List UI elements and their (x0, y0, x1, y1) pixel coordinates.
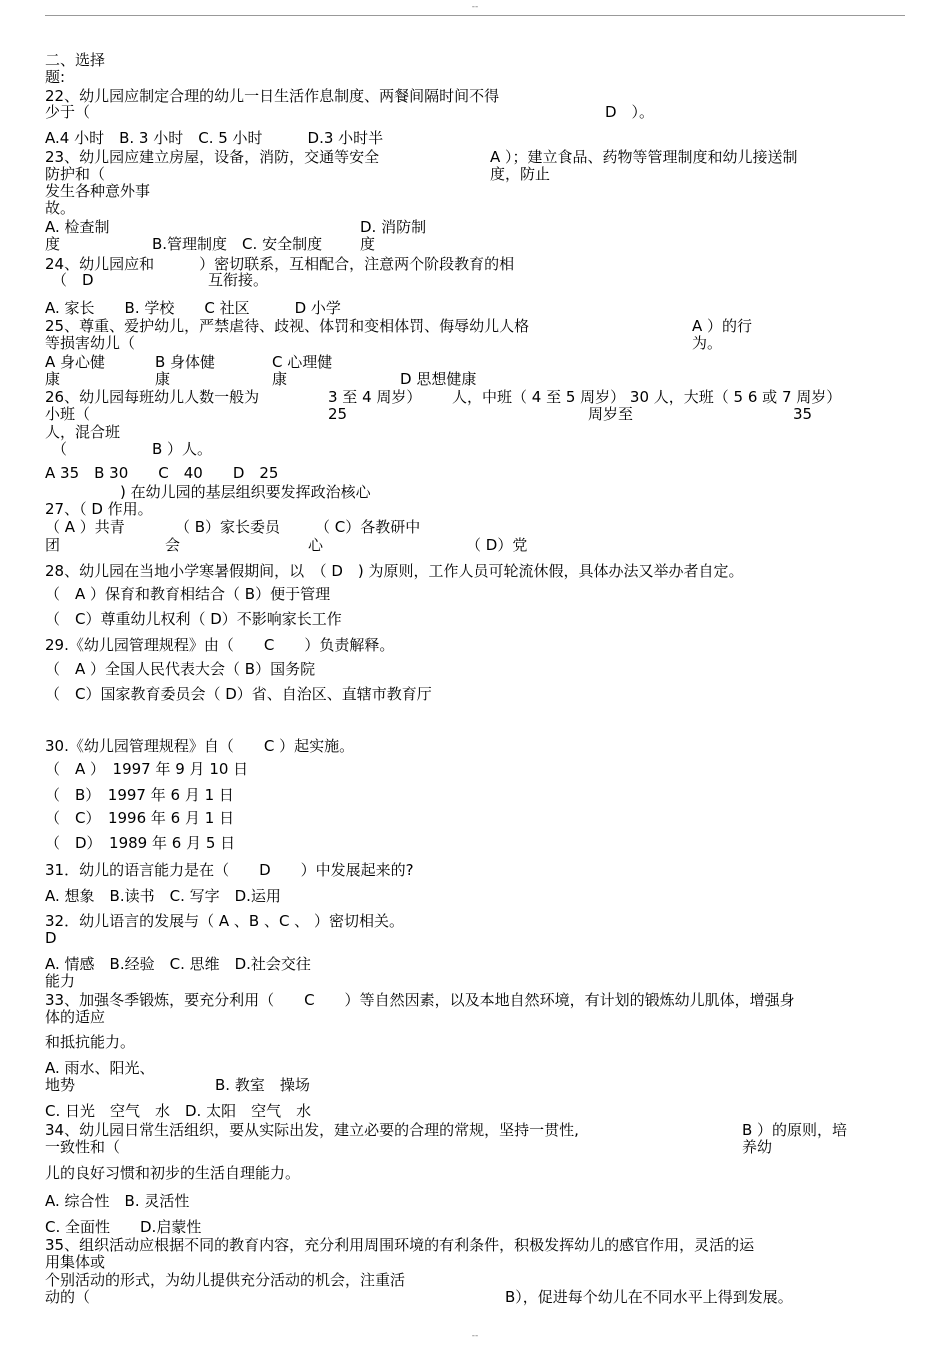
text-line: ) 在幼儿园的基层组织要发挥政治核心 (120, 483, 371, 501)
text-line: C. 日光 空气 水 D. 太阳 空气 水 (45, 1102, 312, 1120)
text-line: A. 综合性 B. 灵活性 (45, 1192, 190, 1210)
text-line: 发生各种意外事 (45, 182, 151, 200)
text-line: C. 全面性 D.启蒙性 (45, 1218, 202, 1236)
text-line: （ B）家长委员 (175, 518, 281, 536)
text-line: 互衔接。 (208, 271, 269, 289)
text-line: 34、幼儿园日常生活组织，要从实际出发，建立必要的合理的常规，坚持一贯性, (45, 1121, 579, 1139)
text-line: A 身心健 (45, 353, 106, 371)
text-line: 31．幼儿的语言能力是在（ D ）中发展起来的? (45, 861, 414, 879)
text-line: B），促进每个幼儿在不同水平上得到发展。 (505, 1288, 793, 1306)
text-line: 小班（ (45, 405, 91, 423)
text-line: 3 至 4 周岁） (328, 388, 422, 406)
header-rule (45, 15, 905, 16)
text-line: 个别活动的形式，为幼儿提供充分活动的机会，注重活 (45, 1271, 406, 1289)
text-line: 25 (328, 405, 348, 423)
text-line: D (45, 929, 57, 947)
text-line: 25、尊重、爱护幼儿，严禁虐待、歧视、体罚和变相体罚、侮辱幼儿人格 (45, 317, 530, 335)
text-line: 为。 (692, 334, 723, 352)
text-line: 地势 (45, 1076, 76, 1094)
text-line: 30.《幼儿园管理规程》自（ C ）起实施。 (45, 737, 355, 755)
text-line: 和抵抗能力。 (45, 1033, 136, 1051)
text-line: A 35 B 30 C 40 D 25 (45, 464, 279, 482)
text-line: 二、选择 (45, 51, 106, 69)
text-line: A. 检查制 (45, 218, 110, 236)
text-line: 33、加强冬季锻炼，要充分利用（ C ）等自然因素，以及本地自然环境，有计划的锻炼幼儿肌体，增强身 (45, 991, 795, 1009)
text-line: 度，防止 (490, 165, 551, 183)
text-line: A ）；建立食品、药物等管理制度和幼儿接送制 (490, 148, 798, 166)
text-line: （ A ）全国人民代表大会（ B）国务院 (45, 660, 316, 678)
text-line: 用集体或 (45, 1253, 106, 1271)
text-line: 康 (45, 370, 61, 388)
text-line: 少于（ (45, 103, 91, 121)
text-line: A. 情感 B.经验 C. 思维 D.社会交往 (45, 955, 311, 973)
text-line: 能力 (45, 972, 76, 990)
text-line: B ）的原则，培 (742, 1121, 848, 1139)
text-line: A. 雨水、阳光、 (45, 1059, 155, 1077)
text-line: 养幼 (742, 1138, 773, 1156)
text-line: A. 家长 B. 学校 C 社区 D 小学 (45, 299, 341, 317)
text-line: 度 (45, 235, 61, 253)
text-line: （ C）国家教育委员会（ D）省、自治区、直辖市教育厅 (45, 685, 432, 703)
text-line: D ）。 (605, 103, 655, 121)
text-line: B.管理制度 C. 安全制度 (152, 235, 323, 253)
text-line: 26、幼儿园每班幼儿人数一般为 (45, 388, 260, 406)
text-line: 32．幼儿语言的发展与（ A 、B 、C 、 ）密切相关。 (45, 912, 404, 930)
text-line: 等损害幼儿（ (45, 334, 136, 352)
text-line: 康 (155, 370, 171, 388)
text-line: 康 (272, 370, 288, 388)
text-line: （ C） 1996 年 6 月 1 日 (45, 809, 235, 827)
text-line: 人，中班（ 4 至 5 周岁） 30 人，大班（ 5 6 或 7 周岁） (452, 388, 842, 406)
text-line: 会 (165, 536, 181, 554)
text-line: （ C）尊重幼儿权利（ D）不影响家长工作 (45, 610, 342, 628)
text-line: 心 (308, 536, 324, 554)
text-line: （ D (52, 271, 94, 289)
text-line: 动的（ (45, 1288, 91, 1306)
text-line: （ A ） 1997 年 9 月 10 日 (45, 760, 249, 778)
text-line: 23、幼儿园应建立房屋，设备，消防，交通等安全 (45, 148, 380, 166)
text-line: 团 (45, 536, 61, 554)
text-line: （ A ）共青 (45, 518, 125, 536)
text-line: C 心理健 (272, 353, 333, 371)
text-line: 35 (793, 405, 813, 423)
text-line: 人，混合班 (45, 423, 121, 441)
text-line: （ A ）保育和教育相结合（ B）便于管理 (45, 585, 331, 603)
text-line: 24、幼儿园应和 ）密切联系，互相配合，注意两个阶段教育的相 (45, 255, 515, 273)
page-header-mark: -- (471, 2, 479, 12)
text-line: （ (52, 440, 68, 458)
text-line: （ B） 1997 年 6 月 1 日 (45, 786, 234, 804)
text-line: （ C）各教研中 (315, 518, 421, 536)
text-line: 体的适应 (45, 1008, 106, 1026)
text-line: 度 (360, 235, 376, 253)
text-line: A. 想象 B.读书 C. 写字 D.运用 (45, 887, 281, 905)
text-line: 防护和（ (45, 165, 106, 183)
text-line: D 思想健康 (400, 370, 477, 388)
text-line: B ）人。 (152, 440, 213, 458)
text-line: D. 消防制 (360, 218, 427, 236)
text-line: （ D） 1989 年 6 月 5 日 (45, 834, 236, 852)
text-line: 周岁至 (588, 405, 634, 423)
text-line: 35、组织活动应根据不同的教育内容，充分利用周围环境的有利条件，积极发挥幼儿的感官作用，灵活的运 (45, 1236, 755, 1254)
text-line: 一致性和（ (45, 1138, 121, 1156)
text-line: 28、幼儿园在当地小学寒暑假期间，以 （ D ) 为原则，工作人员可轮流休假，具体办法又举办者自定。 (45, 562, 744, 580)
text-line: B 身体健 (155, 353, 216, 371)
text-line: A.4 小时 B. 3 小时 C. 5 小时 D.3 小时半 (45, 129, 384, 147)
text-line: B. 教室 操场 (215, 1076, 310, 1094)
text-line: 题: (45, 68, 66, 86)
text-line: 22、幼儿园应制定合理的幼儿一日生活作息制度、两餐间隔时间不得 (45, 87, 500, 105)
text-line: （ D）党 (466, 536, 528, 554)
text-line: 儿的良好习惯和初步的生活自理能力。 (45, 1164, 301, 1182)
text-line: 27、（ D 作用。 (45, 500, 153, 518)
text-line: A ）的行 (692, 317, 753, 335)
text-line: 故。 (45, 199, 76, 217)
text-line: 29.《幼儿园管理规程》由（ C ）负责解释。 (45, 636, 395, 654)
page-footer-mark: -- (471, 1331, 479, 1341)
